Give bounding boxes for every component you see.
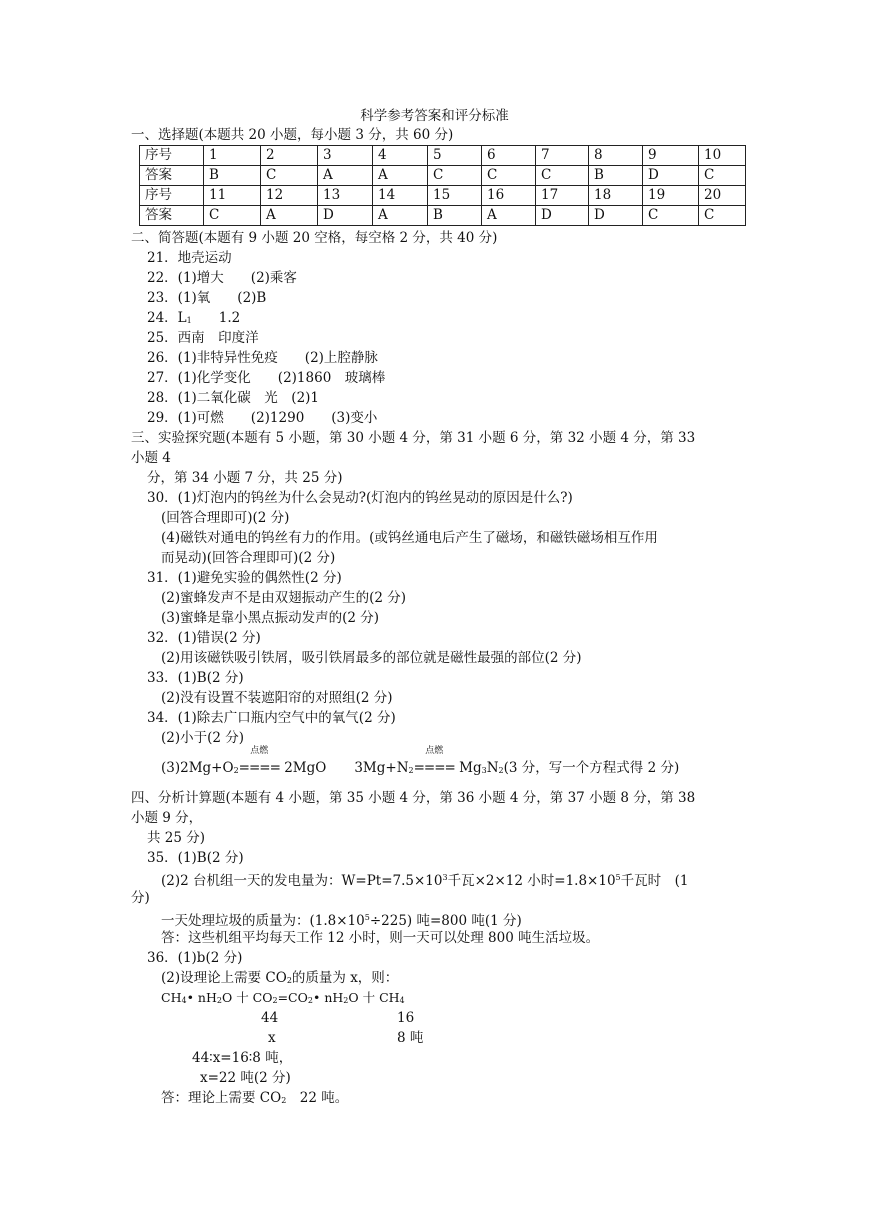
answer-21: 21．地壳运动	[147, 250, 232, 266]
answer-32-1: 32．(1)错误(2 分)	[147, 630, 261, 646]
answer-35-1: 35．(1)B(2 分)	[147, 850, 244, 866]
section4-heading-cont: 小题 9 分，	[131, 810, 203, 826]
answer-36-2: (2)设理论上需要 $CO_2$的质量为 x，则：	[161, 970, 399, 986]
ratio-line: 44∶x=16∶8 吨，	[192, 1050, 293, 1066]
answer-34-3-equations: $(3)2Mg+O_2$ 点燃 ==== 2MgO $3Mg+N_2$ 点燃 ==== $Mg_3N_2(3$ 分，写一个方程式得 2 分)	[161, 746, 680, 776]
section4-heading: 四、分析计算题(本题有 4 小题，第 35 小题 4 分，第 36 小题 4 分，第 37 小题 8 分，第 38	[131, 790, 696, 806]
table-cell: 5	[428, 146, 482, 166]
table-cell: A	[318, 166, 373, 186]
answer-29: 29．(1)可燃 (2)1290 (3)变小	[147, 410, 378, 426]
section2-heading: 二、简答题(本题有 9 小题 20 空格，每空格 2 分，共 40 分)	[131, 230, 498, 246]
table-cell: 12	[261, 186, 318, 206]
section3-heading-cont2: 分，第 34 小题 7 分，共 25 分)	[147, 470, 343, 486]
answer-35-3: 一天处理垃圾的质量为：$(1.8\times 10^5\div 225)$ 吨=800 吨(1 分)	[161, 913, 522, 929]
answer-35-2: (2)2 台机组一天的发电量为：$W=Pt=7.5\times 10^3$千瓦×2×12 小时$=1.8\times 10^5$千瓦时 (1	[161, 873, 689, 889]
table-cell: 14	[373, 186, 428, 206]
table-cell: A	[373, 206, 428, 226]
answer-30-4: 而晃动)(回答合理即可)(2 分)	[161, 550, 336, 566]
table-cell: C	[643, 206, 699, 226]
answer-30-3: (4)磁铁对通电的钨丝有力的作用。(或钨丝通电后产生了磁场，和磁铁磁场相互作用	[161, 530, 658, 546]
table-cell: 2	[261, 146, 318, 166]
section1-heading: 一、选择题(本题共 20 小题，每小题 3 分，共 60 分)	[131, 127, 454, 143]
answer-35-2-wrap: 分)	[131, 890, 150, 906]
row-header-cell: 答案	[140, 166, 204, 186]
answer-36-final: 答：理论上需要 $CO_2$ 22 吨。	[161, 1090, 349, 1106]
table-cell: 20	[699, 186, 746, 206]
table-cell: C	[428, 166, 482, 186]
table-cell: B	[589, 166, 643, 186]
section3-heading-cont: 小题 4	[131, 450, 171, 466]
row-header-cell: 序号	[140, 186, 204, 206]
table-cell: B	[428, 206, 482, 226]
table-cell: 1	[204, 146, 261, 166]
table-cell: 13	[318, 186, 373, 206]
table-row	[140, 186, 746, 206]
table-cell: C	[482, 166, 536, 186]
table-cell: 19	[643, 186, 699, 206]
table-cell: 10	[699, 146, 746, 166]
unknown-x: x	[268, 1030, 276, 1046]
molar-mass-ch4: 16	[397, 1010, 415, 1026]
answer-24: 24．$L_1$ 1.2	[147, 310, 241, 326]
reaction-arrow-2: 点燃 ====	[413, 746, 455, 776]
table-cell: D	[536, 206, 589, 226]
table-cell: 3	[318, 146, 373, 166]
answer-32-2: (2)用该磁铁吸引铁屑，吸引铁屑最多的部位就是磁性最强的部位(2 分)	[161, 650, 582, 666]
table-row	[140, 206, 746, 226]
table-cell: 9	[643, 146, 699, 166]
table-cell: A	[373, 166, 428, 186]
reaction-arrow-1: 点燃 ====	[238, 746, 280, 776]
answer-36-equation: $CH_4•$ $nH_2O$ 十 $CO_2=CO_2•$ $nH_2O$ 十 $CH_4$	[161, 990, 405, 1005]
table-cell: 8	[589, 146, 643, 166]
table-row	[140, 166, 746, 186]
answer-table	[139, 145, 746, 226]
molar-mass-co2: 44	[261, 1010, 279, 1026]
answer-25: 25．西南 印度洋	[147, 330, 259, 346]
table-row	[140, 146, 746, 166]
table-cell: 15	[428, 186, 482, 206]
table-cell: 18	[589, 186, 643, 206]
section3-heading: 三、实验探究题(本题有 5 小题，第 30 小题 4 分，第 31 小题 6 分，第 32 小题 4 分，第 33	[131, 430, 696, 446]
answer-33-1: 33．(1)B(2 分)	[147, 670, 244, 686]
table-cell: C	[204, 206, 261, 226]
result-line: x=22 吨(2 分)	[200, 1070, 291, 1086]
table-cell: A	[482, 206, 536, 226]
table-cell: C	[699, 206, 746, 226]
table-cell: 17	[536, 186, 589, 206]
answer-23: 23．(1)氧 (2)B	[147, 290, 267, 306]
answer-30-2: (回答合理即可)(2 分)	[161, 510, 290, 526]
table-cell: D	[318, 206, 373, 226]
answer-36-1: 36．(1)b(2 分)	[147, 950, 243, 966]
answer-27: 27．(1)化学变化 (2)1860 玻璃棒	[147, 370, 386, 386]
table-cell: 6	[482, 146, 536, 166]
answer-31-3: (3)蜜蜂是靠小黑点振动发声的(2 分)	[161, 610, 380, 626]
answer-34-2: (2)小于(2 分)	[161, 730, 245, 746]
table-cell: 16	[482, 186, 536, 206]
table-cell: 11	[204, 186, 261, 206]
answer-34-1: 34．(1)除去广口瓶内空气中的氧气(2 分)	[147, 710, 396, 726]
answer-31-2: (2)蜜蜂发声不是由双翅振动产生的(2 分)	[161, 590, 407, 606]
table-cell: D	[589, 206, 643, 226]
table-cell: B	[204, 166, 261, 186]
table-cell: A	[261, 206, 318, 226]
table-cell: 7	[536, 146, 589, 166]
table-cell: C	[261, 166, 318, 186]
table-cell: C	[699, 166, 746, 186]
answer-35-4: 答：这些机组平均每天工作 12 小时，则一天可以处理 800 吨生活垃圾。	[161, 930, 600, 946]
table-cell: C	[536, 166, 589, 186]
answer-33-2: (2)没有设置不装遮阳帘的对照组(2 分)	[161, 690, 393, 706]
given-mass: 8 吨	[397, 1030, 424, 1046]
row-header-cell: 答案	[140, 206, 204, 226]
answer-30-1: 30．(1)灯泡内的钨丝为什么会晃动?(灯泡内的钨丝晃动的原因是什么?)	[147, 490, 573, 506]
answer-22: 22．(1)增大 (2)乘客	[147, 270, 297, 286]
answer-31-1: 31．(1)避免实验的偶然性(2 分)	[147, 570, 342, 586]
table-cell: 4	[373, 146, 428, 166]
page-title: 科学参考答案和评分标准	[360, 108, 509, 124]
answer-26: 26．(1)非特异性免疫 (2)上腔静脉	[147, 350, 378, 366]
section4-heading-cont2: 共 25 分)	[147, 830, 206, 846]
answer-28: 28．(1)二氧化碳 光 (2)1	[147, 390, 320, 406]
table-cell: D	[643, 166, 699, 186]
row-header-cell: 序号	[140, 146, 204, 166]
